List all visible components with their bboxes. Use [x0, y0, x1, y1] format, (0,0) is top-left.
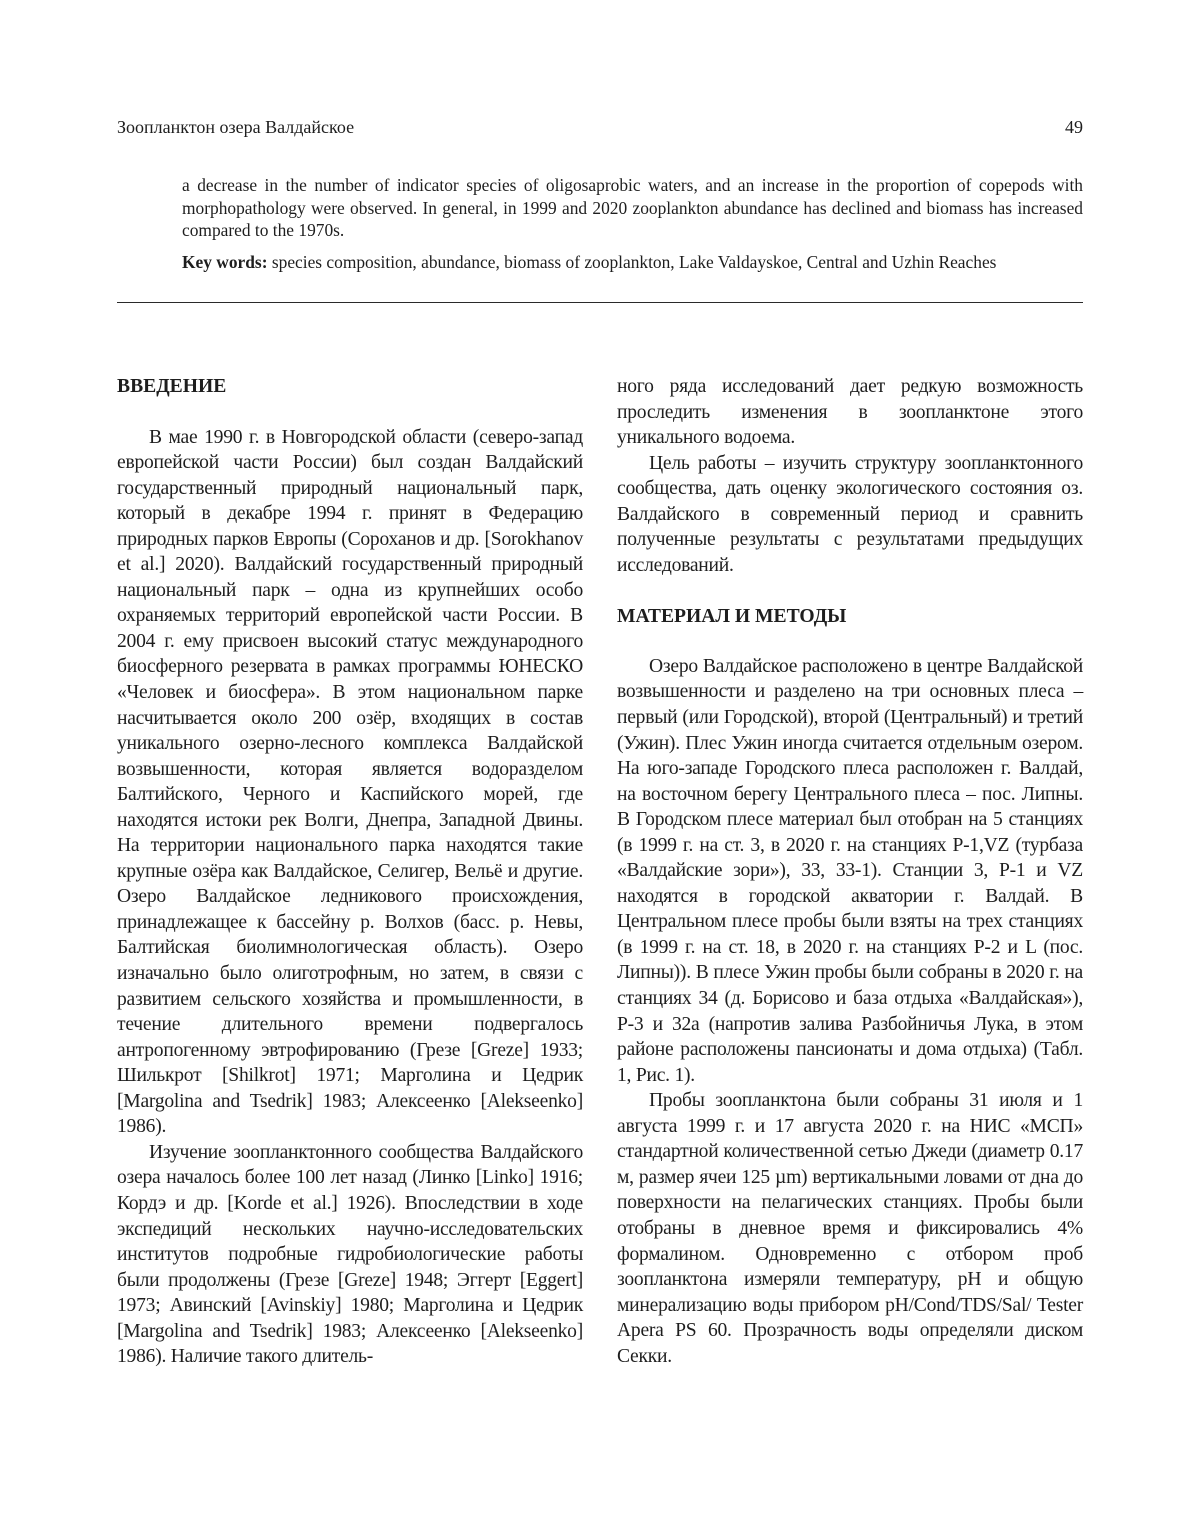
- intro-paragraph-1: В мае 1990 г. в Новгородской области (северо-запад европейской части России) был создан Валдайский государственный природный национальный парк, который в декабре 1994 г. принят в Федерацию природных парков Европы (Сороханов и др. [Sorokhanov et al.] 2020). Валдайский государственный природный национальный парк – одна из крупнейших особо охраняемых территорий европейской части России. В 2004 г. ему присвоен высокий статус международного биосферного резервата в рамках программы ЮНЕСКО «Человек и биосфера». В этом национальном парке насчитывается около 200 озёр, входящих в состав уникального озерно-лесного комплекса Валдайской возвышенности, которая является водоразделом Балтийского, Черного и Каспийского морей, где находятся истоки рек Волги, Днепра, Западной Двины. На территории национального парка находятся такие крупные озёра как Валдайское, Селигер, Вельё и другие. Озеро Валдайское ледникового происхождения, принадлежащее к бассейну р. Волхов (басс. р. Невы, Балтийская биолимнологическая область). Озеро изначально было олиготрофным, но затем, в связи с развитием сельского хозяйства и промышленности, в течение длительного времени подвергалось антропогенному эвтрофированию (Грезе [Greze] 1933; Шилькрот [Shilkrot] 1971; Марголина и Цедрик [Margolina and Tsedrik] 1983; Алексеенко [Alekseenko] 1986).: [117, 426, 583, 1138]
- keywords: [182, 251, 1083, 274]
- methods-paragraph-2: Пробы зоопланктона были собраны 31 июля и 1 августа 1999 г. и 17 августа 2020 г. на НИС «МСП» стандартной количественной сетью Джеди (диаметр 0.17 м, размер ячеи 125 µm) вертикальными ловами от дна до поверхности на пелагических станциях. Пробы были отобраны в дневное время и фиксировались 4% формалином. Одновременно с отбором проб зоопланктона измеряли температуру, pH и общую минерализацию воды прибором pH/Cond/TDS/Sal/ Tester Apera PS 60. Прозрачность воды определяли диском Секки.: [617, 1090, 1083, 1367]
- methods-paragraph-1: Озеро Валдайское расположено в центре Валдайской возвышенности и разделено на три основных плеса – первый (или Городской), второй (Центральный) и третий (Ужин). Плес Ужин иногда считается отдельным озером. На юго-западе Городского плеса расположен г. Валдай, на восточном берегу Центрального плеса – пос. Липны. В Городском плесе материал был отобран на 5 станциях (в 1999 г. на ст. 3, в 2020 г. на станциях Р-1,VZ (турбаза «Валдайские зори»), 33, 33-1). Станции 3, Р-1 и VZ находятся в городской акватории г. Валдай. В Центральном плесе пробы были взяты на трех станциях (в 1999 г. на ст. 18, в 2020 г. на станциях Р-2 и L (пос. Липны)). В плесе Ужин пробы были собраны в 2020 г. на станциях 34 (д. Борисово и база отдыха «Валдайская»), Р-3 и 32а (напротив залива Разбойничья Лука, в этом районе расположены пансионаты и дома отдыха) (Табл. 1, Рис. 1).: [617, 655, 1083, 1086]
- keywords-label: Key words:: [182, 251, 268, 272]
- abstract-text: a decrease in the number of indicator species of oligosaprobic waters, and an increase in the proportion of copepods with morphopathology were observed. In general, in 1999 and 2020 zooplankton abundance has declined and biomass has increased compared to the 1970s.: [182, 175, 1083, 240]
- intro-heading: ВВЕДЕНИЕ: [117, 376, 227, 397]
- intro-paragraph-2-continued: ного ряда исследований дает редкую возможность проследить изменения в зоопланктоне этого уникального водоема.: [617, 376, 1083, 449]
- right-column: [617, 374, 1083, 1369]
- intro-paragraph-3: Цель работы – изучить структуру зоопланктонного сообщества, дать оценку экологического состояния оз. Валдайского в современный период и сравнить полученные результаты с результатами предыдущих исследований.: [617, 452, 1083, 576]
- running-title: Зоопланктон озера Валдайское: [117, 117, 355, 137]
- running-head: [117, 115, 1083, 139]
- methods-heading: МАТЕРИАЛ И МЕТОДЫ: [617, 606, 847, 628]
- left-column: [117, 374, 583, 1370]
- header-divider: [117, 302, 1083, 303]
- abstract: [182, 174, 1083, 273]
- keywords-text: species composition, abundance, biomass of zooplankton, Lake Valdayskoe, Central and Uzhin Reaches: [271, 251, 997, 272]
- page-number: 49: [1065, 117, 1083, 137]
- intro-paragraph-2: Изучение зоопланктонного сообщества Валдайского озера началось более 100 лет назад (Линко [Linko] 1916; Кордэ и др. [Korde et al.] 1926). Впоследствии в ходе экспедиций нескольких научно-исследовательских институтов подробные гидробиологические работы были продолжены (Грезе [Greze] 1948; Эггерт [Eggert] 1973; Авинский [Avinskiy] 1980; Марголина и Цедрик [Margolina and Tsedrik] 1983; Алексеенко [Alekseenko] 1986). Наличие такого длитель-: [117, 1141, 583, 1368]
